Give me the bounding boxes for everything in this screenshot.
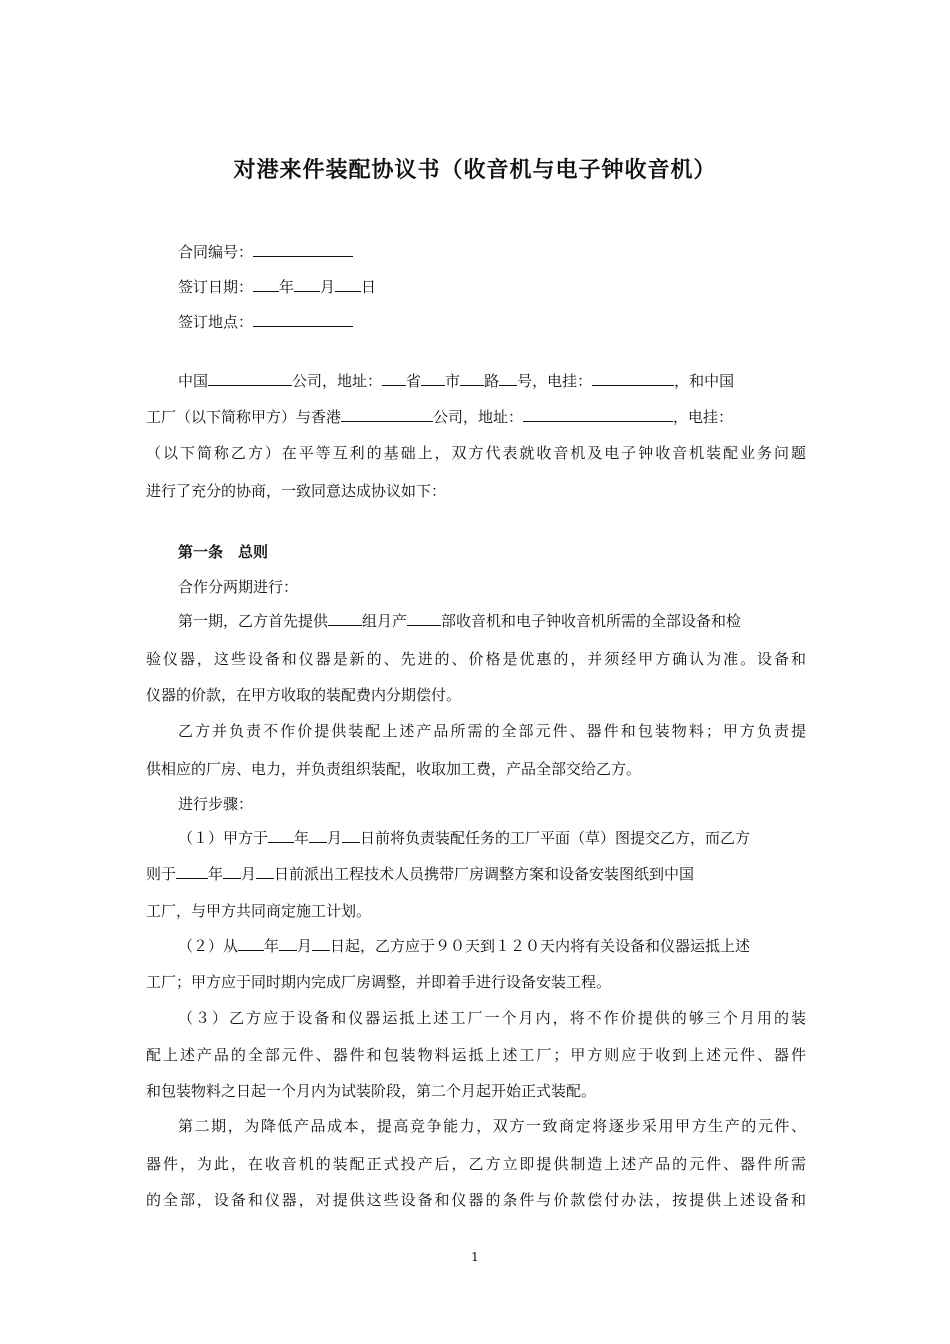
year-label: 年 (279, 278, 295, 296)
text: 工厂（以下简称甲方）与香港 (146, 408, 342, 426)
day-blank (256, 863, 274, 879)
supply-line-2: 供相应的厂房、电力，并负责组织装配，收取加工费，产品全部交给乙方。 (146, 760, 642, 778)
sign-date-row (178, 276, 376, 297)
contract-number-row (178, 241, 353, 262)
month-label: 月 (320, 278, 336, 296)
step2-line-1 (178, 935, 806, 956)
text: 月 (241, 865, 257, 883)
month-blank (309, 827, 327, 843)
text: 年 (294, 829, 310, 847)
intro-line-1 (178, 370, 806, 391)
phase1-line-2: 验仪器，这些设备和仪器是新的、先进的、价格是优惠的，并须经甲方确认为准。设备和 (146, 650, 806, 668)
contract-number-blank (253, 241, 353, 257)
step2-line-2: 工厂；甲方应于同时期内完成厂房调整，并即着手进行设备安装工程。 (146, 973, 612, 991)
text: 省 (406, 372, 422, 390)
step1-line-2 (146, 863, 806, 884)
month-blank (294, 276, 320, 292)
road-blank (460, 370, 484, 386)
text: （２）从 (178, 937, 239, 955)
text: 组月产 (362, 612, 408, 630)
text: 月 (327, 829, 343, 847)
text: 市 (445, 372, 461, 390)
text: 日前将负责装配任务的工厂平面（草）图提交乙方，而乙方 (360, 829, 751, 847)
phase2-line-3: 的全部，设备和仪器，对提供这些设备和仪器的条件与价款偿付办法，按提供上述设备和 (146, 1191, 806, 1209)
day-blank (312, 935, 330, 951)
text: 公司，地址： (433, 408, 524, 426)
supply-line-1: 乙方并负责不作价提供装配上述产品所需的全部元件、器件和包装物料；甲方负责提 (178, 722, 806, 740)
month-blank (223, 863, 241, 879)
year-blank (268, 827, 294, 843)
intro-line-4: 进行了充分的协商，一致同意达成协议如下： (146, 482, 447, 500)
hk-company-blank (341, 406, 433, 422)
month-blank (279, 935, 297, 951)
monthly-output-blank (407, 610, 441, 626)
phase2-line-2: 器件，为此，在收音机的装配正式投产后，乙方立即提供制造上述产品的元件、器件所需 (146, 1155, 806, 1173)
sign-place-row (178, 311, 353, 332)
province-blank (382, 370, 406, 386)
steps-label: 进行步骤： (178, 795, 254, 813)
number-blank (499, 370, 517, 386)
text: 公司，地址： (292, 372, 383, 390)
step3-line-3: 和包装物料之日起一个月内为试装阶段，第二个月起开始正式装配。 (146, 1082, 597, 1100)
step1-line-1 (178, 827, 806, 848)
text: 日起，乙方应于９０天到１２０天内将有关设备和仪器运抵上述 (330, 937, 751, 955)
day-blank (342, 827, 360, 843)
two-phases-text: 合作分两期进行： (178, 578, 299, 596)
day-blank (335, 276, 361, 292)
day-label: 日 (361, 278, 377, 296)
text: ，和中国 (674, 372, 735, 390)
text: 号，电挂： (517, 372, 593, 390)
contract-number-label: 合同编号： (178, 243, 254, 261)
text: 年 (264, 937, 280, 955)
text: ，电挂： (673, 408, 734, 426)
intro-line-2 (146, 406, 806, 427)
article-1-heading: 第一条 总则 (178, 543, 269, 561)
document-title: 对港来件装配协议书（收音机与电子钟收音机） (233, 158, 717, 183)
sign-place-label: 签订地点： (178, 313, 254, 331)
phase2-line-1: 第二期，为降低产品成本，提高竞争能力，双方一致商定将逐步采用甲方生产的元件、 (178, 1117, 806, 1135)
cable-blank (592, 370, 674, 386)
city-blank (421, 370, 445, 386)
sets-blank (328, 610, 362, 626)
hk-address-blank (523, 406, 673, 422)
step1-line-3: 工厂，与甲方共同商定施工计划。 (146, 902, 372, 920)
page-number: 1 (471, 1250, 479, 1264)
text: 则于 (146, 865, 177, 883)
text: 路 (484, 372, 500, 390)
text: 第一期，乙方首先提供 (178, 612, 329, 630)
text: （１）甲方于 (178, 829, 269, 847)
year-blank (253, 276, 279, 292)
year-blank (238, 935, 264, 951)
phase1-line-1 (178, 610, 806, 631)
sign-date-label: 签订日期： (178, 278, 254, 296)
text: 中国 (178, 372, 209, 390)
text: 月 (297, 937, 313, 955)
intro-line-3: （以下简称乙方）在平等互利的基础上，双方代表就收音机及电子钟收音机装配业务问题 (146, 444, 806, 462)
step3-line-2: 配上述产品的全部元件、器件和包装物料运抵上述工厂；甲方则应于收到上述元件、器件 (146, 1046, 806, 1064)
sign-place-blank (253, 311, 353, 327)
phase1-line-3: 仪器的价款，在甲方收取的装配费内分期偿付。 (146, 686, 462, 704)
text: 日前派出工程技术人员携带厂房调整方案和设备安装图纸到中国 (274, 865, 695, 883)
year-blank (176, 863, 208, 879)
text: 年 (208, 865, 224, 883)
text: 部收音机和电子钟收音机所需的全部设备和检 (441, 612, 742, 630)
step3-line-1: （３）乙方应于设备和仪器运抵上述工厂一个月内，将不作价提供的够三个月用的装 (178, 1009, 806, 1027)
company-blank (208, 370, 292, 386)
